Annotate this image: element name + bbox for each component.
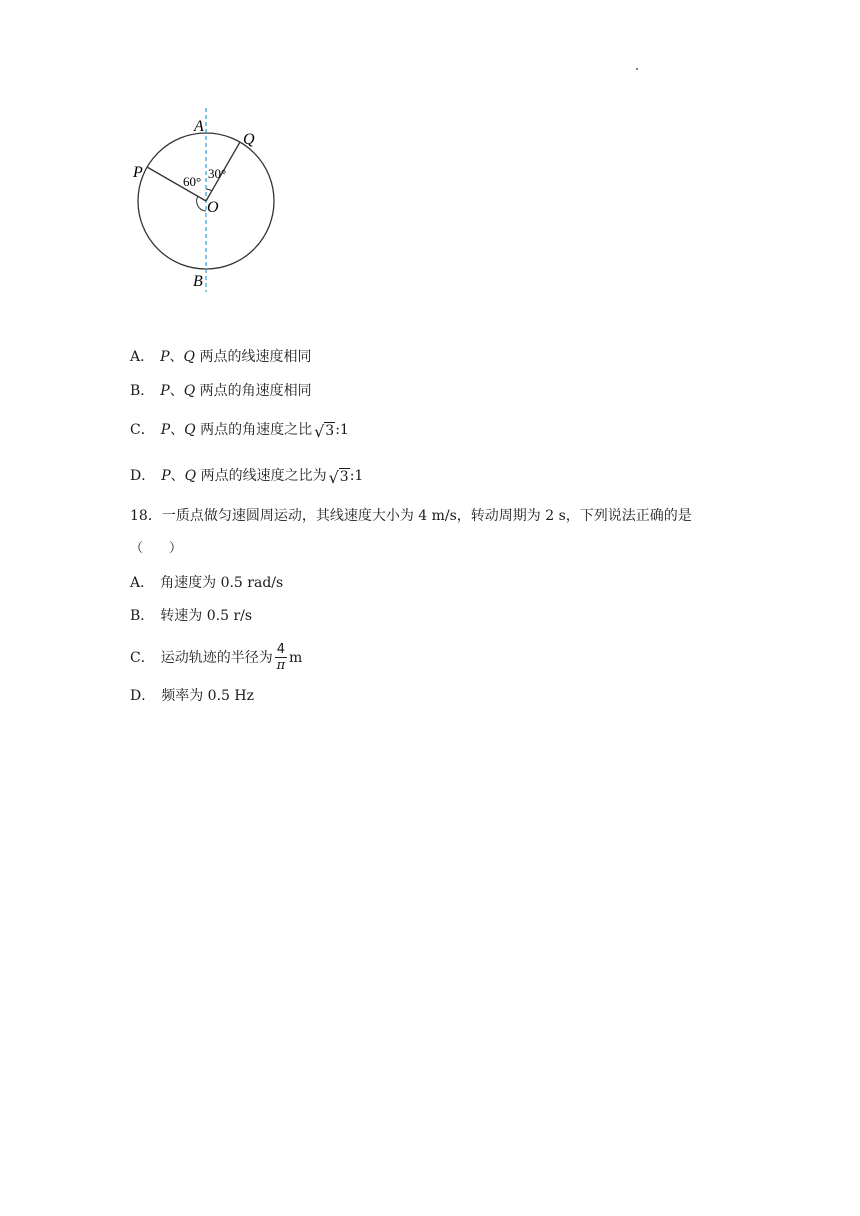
- answer-blank: （ ）: [130, 541, 183, 556]
- option-text: 运动轨迹的半径为: [160, 650, 273, 666]
- question-stem: 18．一质点做匀速圆周运动，其线速度大小为 4 m/s，转动周期为 2 s，下列说法正确的是: [130, 508, 692, 524]
- option-text: 两点的角速度之比: [195, 422, 313, 438]
- circle-diagram: [128, 104, 288, 294]
- fraction-numerator: 4: [276, 642, 285, 657]
- q17-option-d[interactable]: [130, 466, 363, 486]
- point-q: Q: [184, 468, 197, 484]
- option-label: B．: [130, 383, 155, 399]
- page-dot: [636, 68, 638, 70]
- point-q: Q: [183, 383, 196, 399]
- label-a: A: [194, 118, 204, 135]
- option-label: A．: [130, 349, 155, 365]
- unit: m: [289, 650, 303, 666]
- radicand: 3: [325, 422, 335, 439]
- q17-option-a[interactable]: [130, 347, 311, 367]
- option-text: 转速为 0.5 r/s: [160, 608, 253, 624]
- label-p: P: [133, 164, 143, 181]
- sqrt-expression: [329, 468, 350, 485]
- fraction: [275, 643, 287, 673]
- q18-stem: [130, 506, 692, 526]
- q18-option-c[interactable]: [130, 640, 302, 676]
- option-text: 两点的角速度相同: [195, 383, 312, 399]
- option-label: C．: [130, 650, 155, 666]
- option-text: 频率为 0.5 Hz: [161, 688, 254, 704]
- q17-option-c[interactable]: [130, 420, 349, 440]
- point-q: Q: [184, 422, 196, 438]
- radical-sign: √: [314, 421, 325, 441]
- point-p: P: [160, 349, 170, 365]
- option-text: 两点的线速度之比为: [196, 468, 327, 484]
- option-label: D．: [130, 688, 156, 704]
- option-label: A．: [130, 575, 155, 591]
- ratio-tail: :1: [349, 468, 364, 484]
- q18-option-a[interactable]: [130, 573, 283, 593]
- radical-sign: √: [328, 467, 339, 487]
- option-text: 两点的线速度相同: [195, 349, 312, 365]
- option-label: C．: [130, 422, 155, 438]
- point-p: P: [160, 383, 170, 399]
- angle-label-60: 60°: [183, 174, 202, 189]
- ratio-tail: :1: [335, 422, 349, 438]
- label-b: B: [193, 273, 203, 290]
- q18-option-b[interactable]: [130, 606, 252, 626]
- q17-option-b[interactable]: [130, 381, 312, 401]
- option-label: D．: [130, 468, 156, 484]
- separator: 、: [170, 468, 185, 484]
- angle-arc-30: [206, 189, 212, 191]
- sqrt-expression: [314, 422, 335, 439]
- separator: 、: [169, 349, 184, 365]
- fraction-denominator: π: [276, 658, 286, 673]
- q18-option-d[interactable]: [130, 686, 254, 706]
- label-o: O: [207, 199, 219, 216]
- separator: 、: [170, 422, 185, 438]
- point-q: Q: [183, 349, 196, 365]
- separator: 、: [169, 383, 184, 399]
- option-label: B．: [130, 608, 155, 624]
- label-q: Q: [243, 131, 255, 148]
- option-text: 角速度为 0.5 rad/s: [160, 575, 284, 591]
- q18-answer-blank: [130, 539, 182, 559]
- point-p: P: [161, 468, 171, 484]
- radicand: 3: [339, 468, 349, 485]
- angle-label-30: 30°: [208, 166, 227, 181]
- point-p: P: [160, 422, 171, 438]
